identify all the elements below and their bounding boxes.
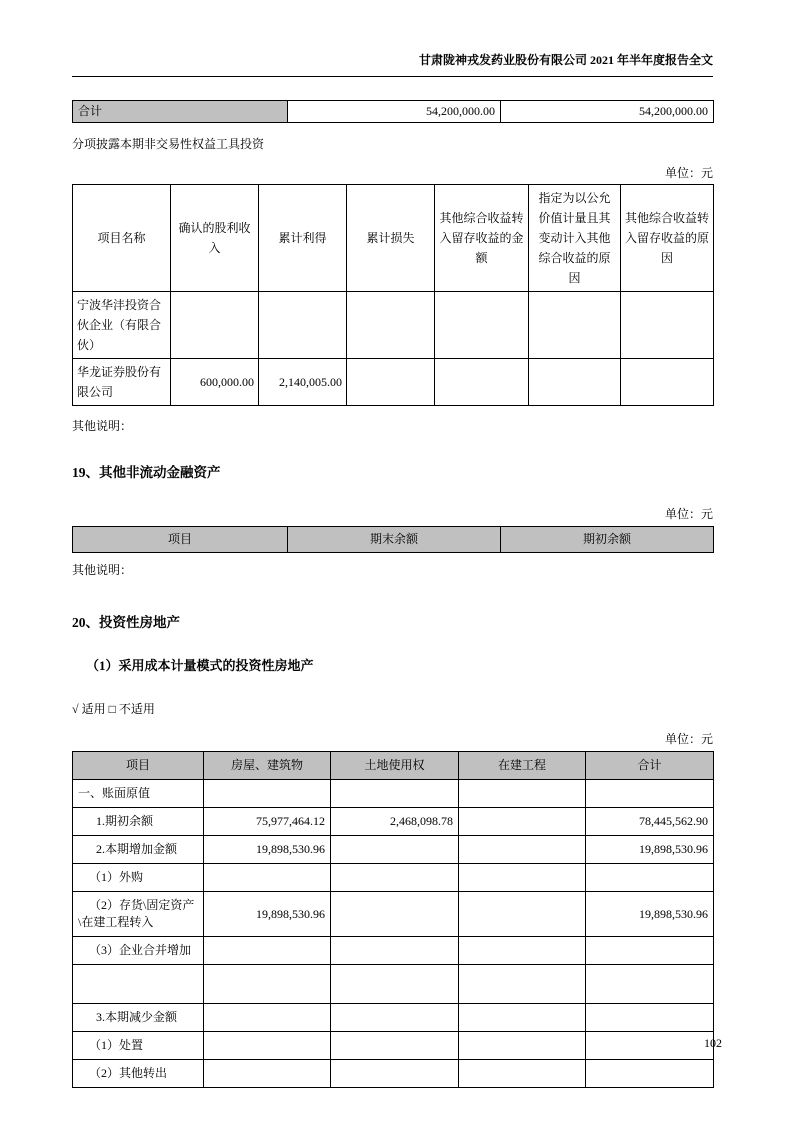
column-header-dividend-income: 确认的股利收入 [171,185,259,292]
text-cell [621,359,714,406]
table-header-row [73,527,714,553]
column-header-construction-in-progress: 在建工程 [459,752,586,780]
amount-cell [331,780,459,808]
row-label-cell: （2）存货\固定资产\在建工程转入 [73,892,204,937]
column-header-transfer-reason: 其他综合收益转入留存收益的原因 [621,185,714,292]
amount-cell [204,864,331,892]
table-row-empty [73,965,714,1004]
row-label-cell: 1.期初余额 [73,808,204,836]
unit-label: 单位：元 [664,732,713,746]
amount-cell [586,937,714,965]
column-header-item: 项目 [73,527,288,553]
amount-cell [331,1032,459,1060]
amount-cell: 19,898,530.96 [204,892,331,937]
amount-cell [459,808,586,836]
total-value-period-start: 54,200,000.00 [501,101,714,123]
column-header-buildings: 房屋、建筑物 [204,752,331,780]
document-header [72,52,713,77]
row-name-cell: 宁波华沣投资合伙企业（有限合伙） [73,292,171,359]
row-label-cell: （1）外购 [73,864,204,892]
amount-cell: 19,898,530.96 [586,836,714,864]
other-note-label: 其他说明： [72,419,133,433]
table-row [73,1032,714,1060]
amount-cell [204,1032,331,1060]
other-note-label: 其他说明： [72,563,133,577]
total-value-period-end: 54,200,000.00 [288,101,501,123]
amount-cell [586,1032,714,1060]
amount-cell [435,292,529,359]
row-label-cell: （3）企业合并增加 [73,937,204,965]
intro-text: 分项披露本期非交易性权益工具投资 [72,137,265,151]
amount-cell [171,292,259,359]
column-header-item: 项目 [73,752,204,780]
section-20-title: 20、投资性房地产 [72,615,180,630]
equity-table-header-row [73,185,714,292]
amount-cell [331,1004,459,1032]
amount-cell [586,965,714,1004]
unit-label: 单位：元 [664,166,713,180]
amount-cell [259,292,347,359]
amount-cell [331,864,459,892]
text-cell [529,292,621,359]
amount-cell [204,965,331,1004]
amount-cell [347,359,435,406]
table-row [73,1060,714,1088]
amount-cell: 2,140,005.00 [259,359,347,406]
amount-cell [459,864,586,892]
investment-property-table [72,751,714,1088]
section-20-subtitle: （1）采用成本计量模式的投资性房地产 [86,658,314,673]
row-label-cell [73,965,204,1004]
amount-cell [586,780,714,808]
amount-cell: 19,898,530.96 [204,836,331,864]
amount-cell [347,292,435,359]
amount-cell [459,965,586,1004]
amount-cell [204,1060,331,1088]
amount-cell [586,864,714,892]
applicability-statement: √ 适用 □ 不适用 [72,702,155,716]
page-number: 102 [704,1036,722,1050]
table-row [73,864,714,892]
total-row [73,101,714,123]
amount-cell [331,836,459,864]
amount-cell [586,1004,714,1032]
row-name-cell: 华龙证券股份有限公司 [73,359,171,406]
amount-cell [435,359,529,406]
amount-cell [331,965,459,1004]
amount-cell [459,1004,586,1032]
amount-cell [459,780,586,808]
text-cell [529,359,621,406]
column-header-land-use-rights: 土地使用权 [331,752,459,780]
column-header-project-name: 项目名称 [73,185,171,292]
amount-cell [459,1032,586,1060]
table-row [73,1004,714,1032]
noncurrent-financial-assets-table [72,526,714,553]
row-label-cell: 2.本期增加金额 [73,836,204,864]
table-row [73,780,714,808]
amount-cell [586,1060,714,1088]
unit-label: 单位：元 [664,507,713,521]
column-header-oci-amount: 其他综合收益转入留存收益的金额 [435,185,529,292]
amount-cell [204,780,331,808]
table-row [73,937,714,965]
total-label-cell: 合计 [73,101,288,123]
amount-cell [331,892,459,937]
amount-cell [459,937,586,965]
row-label-cell: 一、账面原值 [73,780,204,808]
amount-cell: 75,977,464.12 [204,808,331,836]
row-label-cell: （1）处置 [73,1032,204,1060]
row-label-cell: （2）其他转出 [73,1060,204,1088]
column-header-opening-balance: 期初余额 [501,527,714,553]
column-header-total: 合计 [586,752,714,780]
amount-cell: 600,000.00 [171,359,259,406]
amount-cell: 19,898,530.96 [586,892,714,937]
amount-cell: 78,445,562.90 [586,808,714,836]
amount-cell [459,892,586,937]
amount-cell [204,937,331,965]
column-header-accumulated-loss: 累计损失 [347,185,435,292]
table-row [73,892,714,937]
carryover-total-table [72,100,714,123]
table-row [73,808,714,836]
equity-table-row [73,292,714,359]
equity-table-row [73,359,714,406]
amount-cell: 2,468,098.78 [331,808,459,836]
section-19-title: 19、其他非流动金融资产 [72,465,221,480]
text-cell [621,292,714,359]
document-header-title: 甘肃陇神戎发药业股份有限公司 2021 年半年度报告全文 [418,53,713,67]
column-header-closing-balance: 期末余额 [288,527,501,553]
table-header-row [73,752,714,780]
amount-cell [459,836,586,864]
row-label-cell: 3.本期减少金额 [73,1004,204,1032]
amount-cell [331,937,459,965]
amount-cell [204,1004,331,1032]
table-row [73,836,714,864]
column-header-accumulated-gain: 累计利得 [259,185,347,292]
equity-investments-table [72,184,714,406]
amount-cell [331,1060,459,1088]
amount-cell [459,1060,586,1088]
column-header-designation-reason: 指定为以公允价值计量且其变动计入其他综合收益的原因 [529,185,621,292]
